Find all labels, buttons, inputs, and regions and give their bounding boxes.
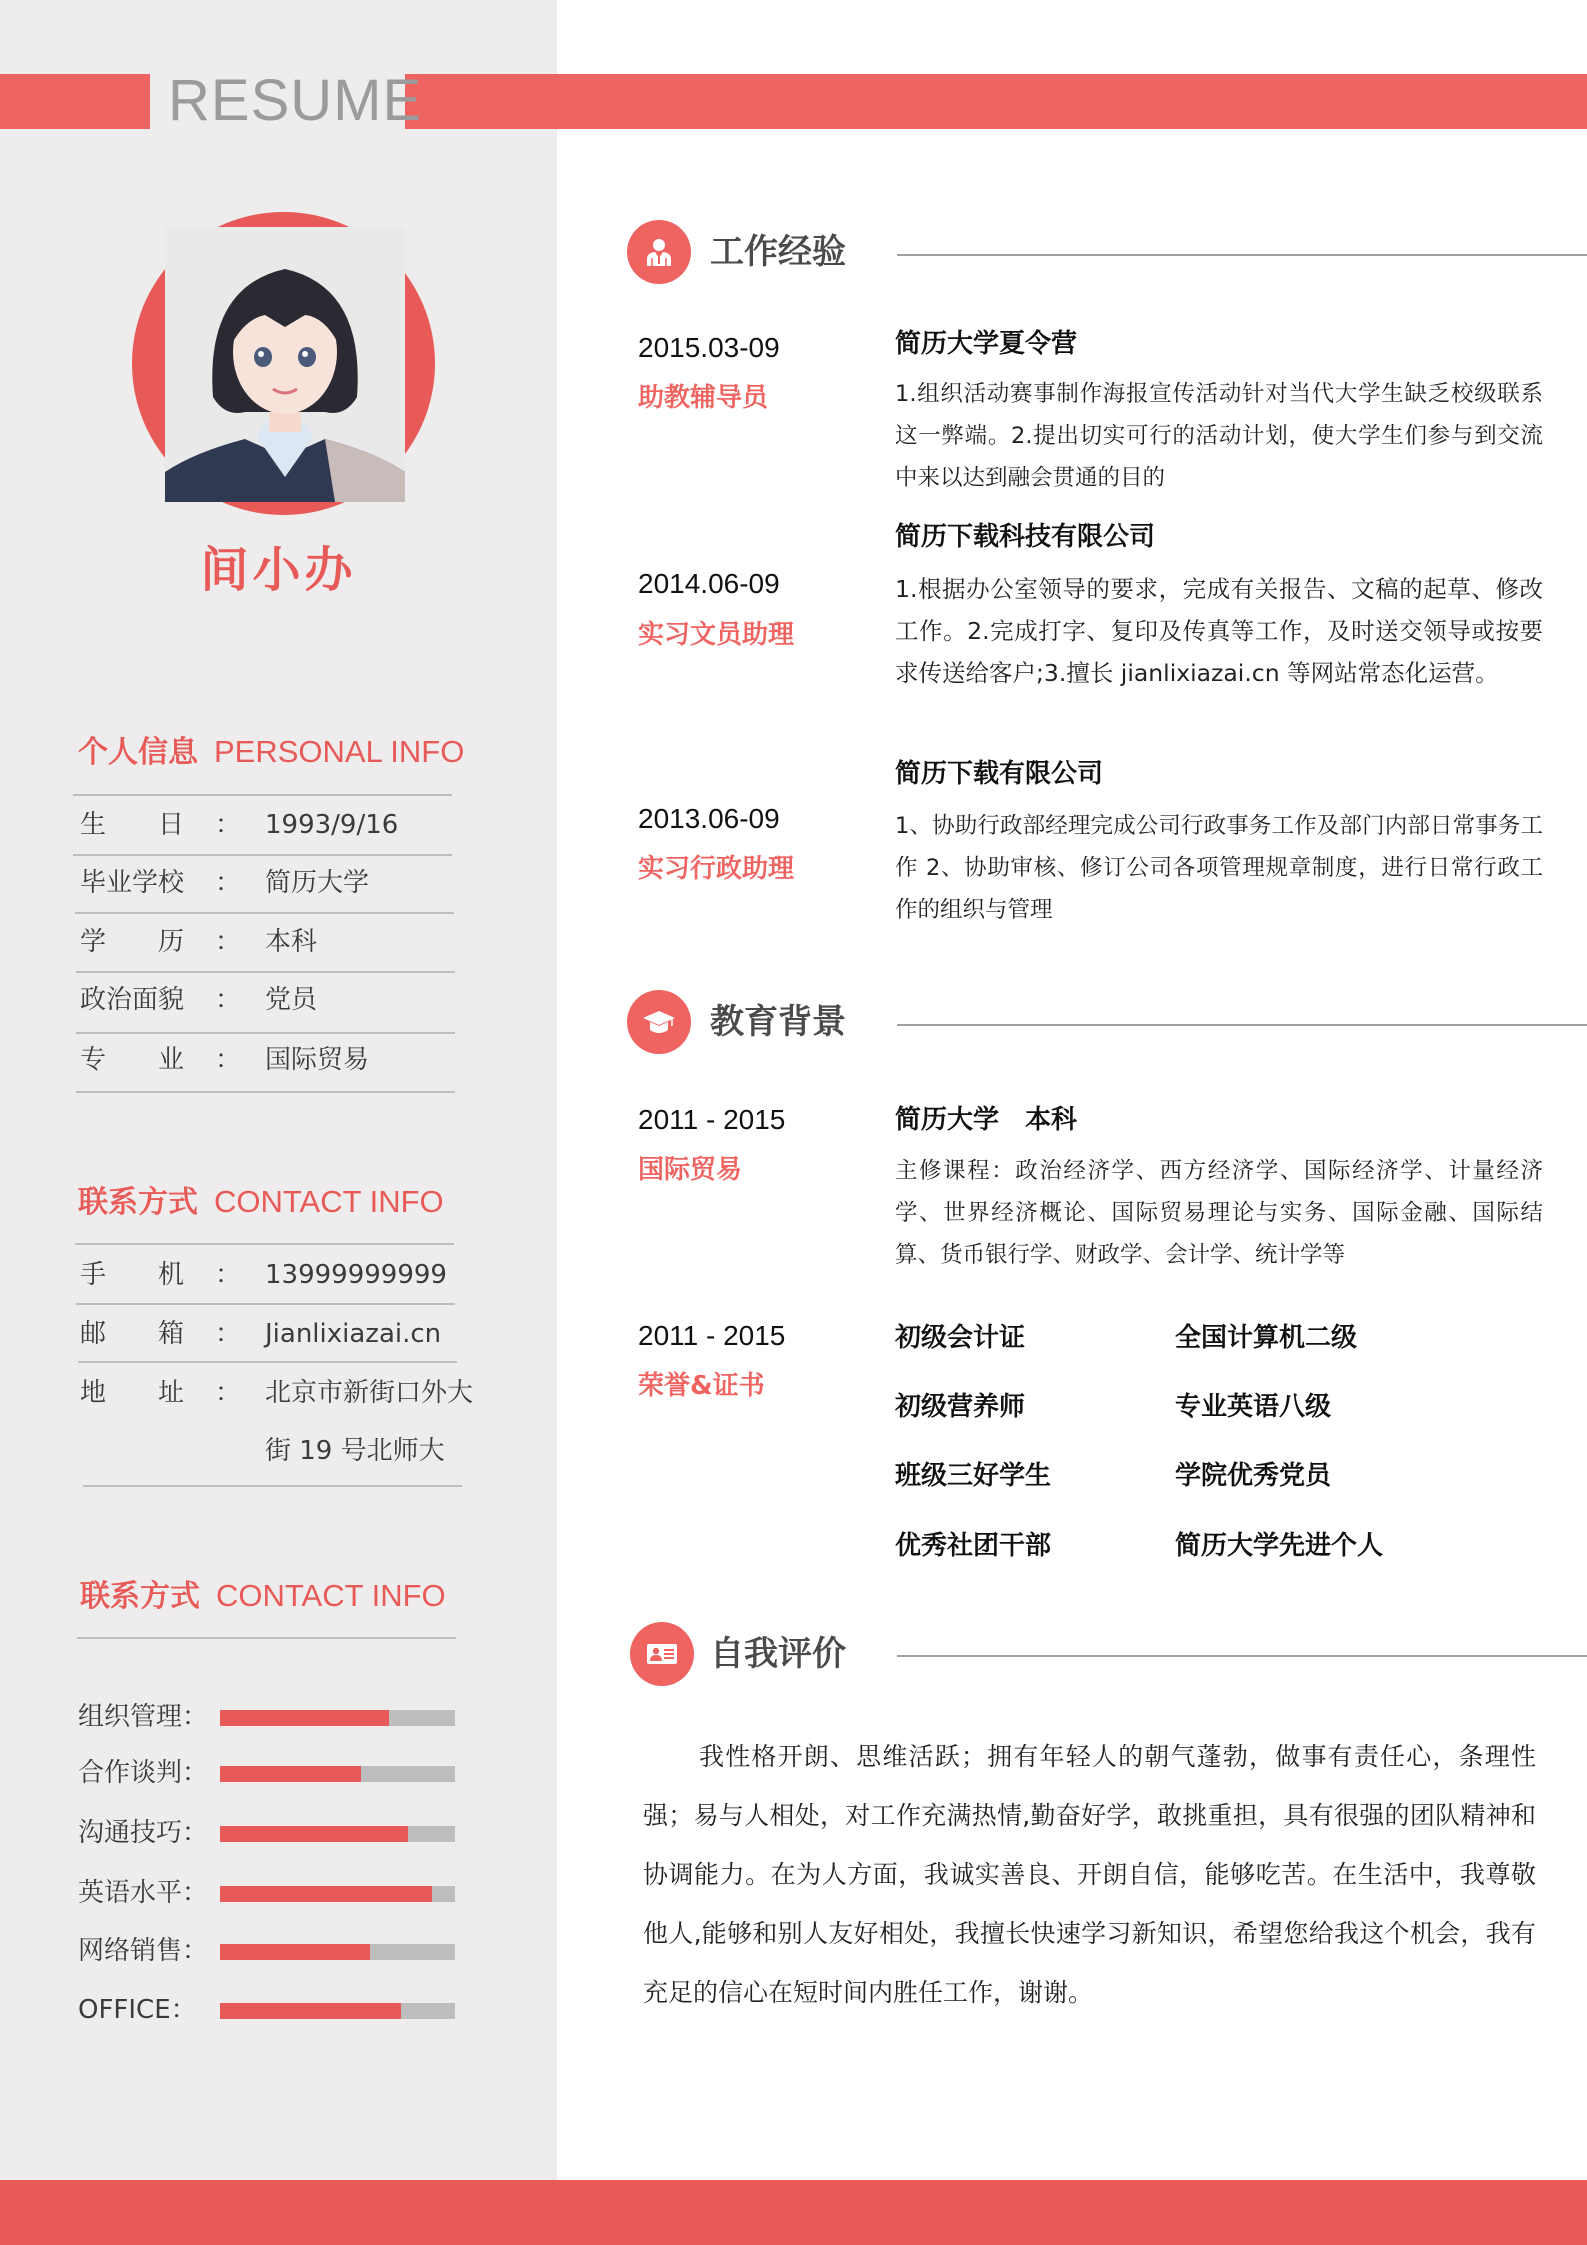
work-date: 2015.03-09 xyxy=(638,332,780,363)
info-row-degree xyxy=(80,922,317,962)
info-row-political-status xyxy=(80,980,317,1020)
personal-info-heading xyxy=(78,730,464,775)
self-eval-section-divider xyxy=(897,1655,1587,1657)
work-date: 2014.06-09 xyxy=(638,568,780,599)
skill-row xyxy=(78,1931,498,1971)
honor-item: 学院优秀党员 xyxy=(1175,1461,1332,1491)
work-description: 1.根据办公室领导的要求，完成有关报告、文稿的起草、修改工作。2.完成打字、复印及传真等工作，及时送交领导或按要求传送给客户;3.擅长 jianlixiazai.cn 等网站常态化运营。 xyxy=(895,575,1543,687)
honor-item: 初级营养师 xyxy=(895,1392,1026,1422)
info-label: 政治面貌 xyxy=(80,985,185,1015)
info-label: 毕业学校 xyxy=(80,868,185,898)
skill-bar-track xyxy=(220,1710,455,1726)
address-value: 北京市新街口外大 xyxy=(265,1378,474,1408)
divider xyxy=(77,1637,456,1639)
info-label: 手 机 xyxy=(80,1260,185,1290)
divider xyxy=(75,1243,454,1245)
honor-item: 班级三好学生 xyxy=(895,1461,1052,1491)
info-colon: ： xyxy=(215,1319,242,1349)
info-label: 学 历 xyxy=(80,927,185,957)
skill-label: 网络销售： xyxy=(78,1936,209,1966)
skill-bar-fill xyxy=(220,1766,361,1782)
info-colon: ： xyxy=(215,985,242,1015)
skill-bar-fill xyxy=(220,1710,389,1726)
info-label: 邮 箱 xyxy=(80,1319,185,1349)
education-major: 国际贸易 xyxy=(638,1155,743,1185)
info-colon: ： xyxy=(215,1045,242,1075)
skill-bar-fill xyxy=(220,1944,370,1960)
header-bar-right xyxy=(405,74,1587,129)
work-section-divider xyxy=(897,254,1587,256)
skills-heading xyxy=(80,1574,446,1619)
work-role: 实习行政助理 xyxy=(638,854,795,884)
info-value: 本科 xyxy=(265,927,318,957)
self-eval-text: 我性格开朗、思维活跃；拥有年轻人的朝气蓬勃，做事有责任心，条理性强；易与人相处，对工作充满热情,勤奋好学，敢挑重担，具有很强的团队精神和协调能力。在为人方面，我诚实善良、开朗自信，能够吃苦。在生活中，我尊敬他人,能够和别人友好相处，我擅长快速学习新知识，希望您给我这个机会，我有充足的信心在短时间内胜任工作，谢谢。 xyxy=(643,1742,1536,2007)
skill-bar-track xyxy=(220,1826,455,1842)
skill-label: 英语水平： xyxy=(78,1878,209,1908)
honor-item: 专业英语八级 xyxy=(1175,1392,1332,1422)
contact-row-address xyxy=(80,1373,473,1413)
info-row-major xyxy=(80,1040,369,1080)
contact-row-email xyxy=(80,1314,441,1354)
id-card-icon xyxy=(644,1636,680,1672)
divider xyxy=(76,971,455,973)
skill-bar-fill xyxy=(220,2003,401,2019)
info-label: 地 址 xyxy=(80,1378,185,1408)
work-company: 简历大学夏令营 xyxy=(895,329,1078,359)
skill-label: 沟通技巧： xyxy=(78,1818,209,1848)
divider xyxy=(76,1032,455,1034)
skill-bar-track xyxy=(220,1766,455,1782)
info-value: 简历大学 xyxy=(265,868,370,898)
graduation-cap-icon xyxy=(641,1004,677,1040)
work-company: 简历下载有限公司 xyxy=(895,759,1104,789)
honors-date: 2011 - 2015 xyxy=(638,1320,786,1351)
self-eval-section-icon-badge xyxy=(630,1622,694,1686)
info-value: 国际贸易 xyxy=(265,1045,370,1075)
divider xyxy=(73,854,452,856)
work-role: 助教辅导员 xyxy=(638,383,769,413)
info-row-birthday xyxy=(80,805,398,845)
contact-info-heading xyxy=(78,1180,444,1225)
footer-bar xyxy=(0,2180,1587,2245)
work-company: 简历下载科技有限公司 xyxy=(895,522,1156,552)
work-description: 1、协助行政部经理完成公司行政事务工作及部门内部日常事务工作 2、协助审核、修订公司各项管理规章制度，进行日常行政工作的组织与管理 xyxy=(895,813,1543,923)
honor-item: 优秀社团干部 xyxy=(895,1531,1052,1561)
honors-label: 荣誉&证书 xyxy=(638,1371,765,1401)
honor-item: 简历大学先进个人 xyxy=(1175,1531,1384,1561)
skill-row xyxy=(78,1990,498,2030)
info-colon: ： xyxy=(215,1260,242,1290)
self-eval-section-title: 自我评价 xyxy=(710,1634,846,1674)
skill-bar-track xyxy=(220,1886,455,1902)
person-icon xyxy=(641,234,677,270)
skill-label: 合作谈判： xyxy=(78,1758,209,1788)
work-role: 实习文员助理 xyxy=(638,620,795,650)
info-value: 党员 xyxy=(265,985,318,1015)
education-date: 2011 - 2015 xyxy=(638,1104,786,1135)
personal-info-heading-cn: 个人信息 xyxy=(78,735,198,770)
avatar xyxy=(165,227,405,502)
skill-row xyxy=(78,1873,498,1913)
address-value-line2: 街 19 号北师大 xyxy=(265,1436,445,1466)
skill-bar-fill xyxy=(220,1826,408,1842)
info-colon: ： xyxy=(215,1378,242,1408)
avatar-illustration-icon xyxy=(165,227,405,502)
phone-value: 13999999999 xyxy=(265,1260,447,1290)
header-bar-left xyxy=(0,74,150,129)
divider xyxy=(78,1361,457,1363)
skill-row xyxy=(78,1813,498,1853)
work-description: 1.组织活动赛事制作海报宣传活动针对当代大学生缺乏校级联系这一弊端。2.提出切实可行的活动计划，使大学生们参与到交流中来以达到融会贯通的目的 xyxy=(895,381,1543,491)
email-value: Jianlixiazai.cn xyxy=(265,1319,442,1349)
education-school: 简历大学 本科 xyxy=(895,1105,1078,1135)
education-section-divider xyxy=(897,1024,1587,1026)
skill-bar-track xyxy=(220,1944,455,1960)
education-section-title: 教育背景 xyxy=(710,1002,846,1042)
divider xyxy=(76,1091,455,1093)
info-colon: ： xyxy=(215,810,242,840)
skill-bar-track xyxy=(220,2003,455,2019)
contact-info-heading-en: CONTACT INFO xyxy=(214,1184,444,1219)
skill-row xyxy=(78,1753,498,1793)
education-courses: 主修课程：政治经济学、西方经济学、国际经济学、计量经济学、世界经济概论、国际贸易理论与实务、国际金融、国际结算、货币银行学、财政学、会计学、统计学等 xyxy=(895,1158,1543,1268)
personal-info-heading-en: PERSONAL INFO xyxy=(214,734,465,769)
skill-label: OFFICE： xyxy=(78,1995,197,2025)
skills-heading-en: CONTACT INFO xyxy=(216,1578,446,1613)
info-label: 专 业 xyxy=(80,1045,185,1075)
honor-item: 全国计算机二级 xyxy=(1175,1323,1358,1353)
work-section-title: 工作经验 xyxy=(710,232,846,272)
info-colon: ： xyxy=(215,927,242,957)
divider xyxy=(76,1303,455,1305)
info-label: 生 日 xyxy=(80,810,185,840)
info-colon: ： xyxy=(215,868,242,898)
divider xyxy=(73,794,452,796)
divider xyxy=(75,912,454,914)
contact-row-phone xyxy=(80,1255,447,1295)
skill-label: 组织管理： xyxy=(78,1702,209,1732)
skills-heading-cn: 联系方式 xyxy=(80,1579,200,1614)
education-section-icon-badge xyxy=(627,990,691,1054)
info-value: 1993/9/16 xyxy=(265,810,399,840)
skill-bar-fill xyxy=(220,1886,432,1902)
candidate-name: 间小办 xyxy=(200,542,357,598)
work-date: 2013.06-09 xyxy=(638,803,780,834)
skill-row xyxy=(78,1697,498,1737)
contact-info-heading-cn: 联系方式 xyxy=(78,1185,198,1220)
resume-title: RESUME xyxy=(168,68,423,133)
info-row-school xyxy=(80,863,369,903)
honor-item: 初级会计证 xyxy=(895,1323,1026,1353)
work-section-icon-badge xyxy=(627,220,691,284)
divider xyxy=(83,1485,462,1487)
